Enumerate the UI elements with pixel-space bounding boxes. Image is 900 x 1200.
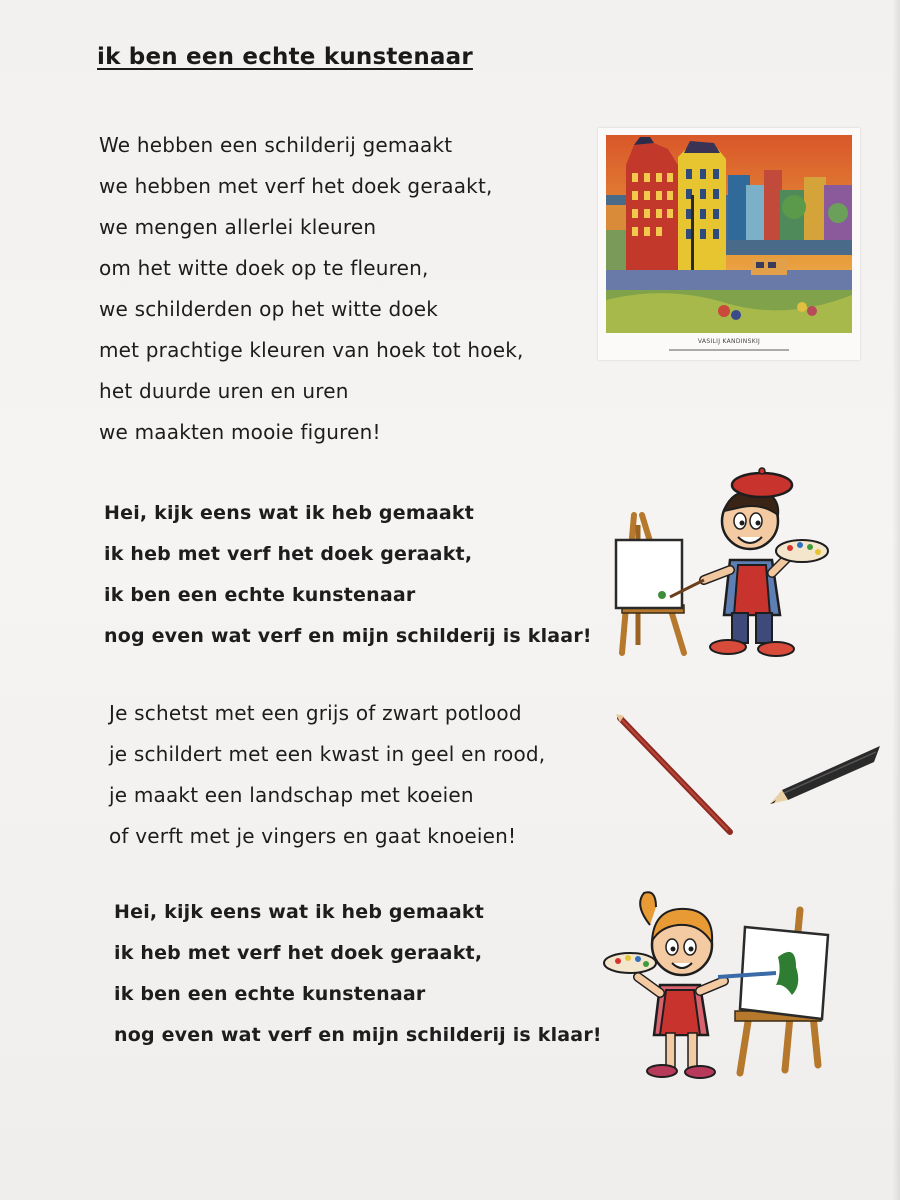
poem-line: nog even wat verf en mijn schilderij is klaar! [104, 625, 592, 647]
poem-line: om het witte doek op te fleuren, [99, 256, 429, 280]
poem-line: nog even wat verf en mijn schilderij is klaar! [114, 1024, 602, 1046]
poem-line: We hebben een schilderij gemaakt [99, 133, 453, 157]
poem-line: het duurde uren en uren [99, 379, 349, 403]
poem-line: ik ben een echte kunstenaar [114, 983, 426, 1005]
poem-line: we hebben met verf het doek geraakt, [99, 174, 493, 198]
city-painting-illustration [606, 135, 852, 333]
poem-line: met prachtige kleuren van hoek tot hoek, [99, 338, 524, 362]
poem-title: ik ben een echte kunstenaar [97, 44, 473, 70]
painting-card [598, 128, 860, 360]
poem-line: ik ben een echte kunstenaar [104, 584, 416, 606]
girl-painter-illustration [600, 885, 840, 1090]
pencils-illustration [612, 712, 882, 842]
stanza-1 [99, 125, 524, 453]
poem-line: ik heb met verf het doek geraakt, [114, 942, 483, 964]
poem-line: je schildert met een kwast in geel en rood, [109, 742, 546, 766]
chorus-1 [104, 493, 592, 657]
poem-line: of verft met je vingers en gaat knoeien! [109, 824, 517, 848]
poem-line: je maakt een landschap met koeien [109, 783, 474, 807]
poem-line: we mengen allerlei kleuren [99, 215, 377, 239]
poem-line: Je schetst met een grijs of zwart potlood [109, 701, 522, 725]
painting-subcaption-lines [598, 347, 860, 352]
poem-line: we maakten mooie figuren! [99, 420, 381, 444]
painting-caption: VASILIJ KANDINSKIJ [697, 338, 761, 345]
poem-line: we schilderden op het witte doek [99, 297, 439, 321]
poem-line: Hei, kijk eens wat ik heb gemaakt [104, 502, 474, 524]
stanza-3 [109, 693, 545, 857]
poem-line: ik heb met verf het doek geraakt, [104, 543, 473, 565]
boy-painter-illustration [612, 455, 832, 665]
chorus-2 [114, 892, 602, 1056]
poem-line: Hei, kijk eens wat ik heb gemaakt [114, 901, 484, 923]
